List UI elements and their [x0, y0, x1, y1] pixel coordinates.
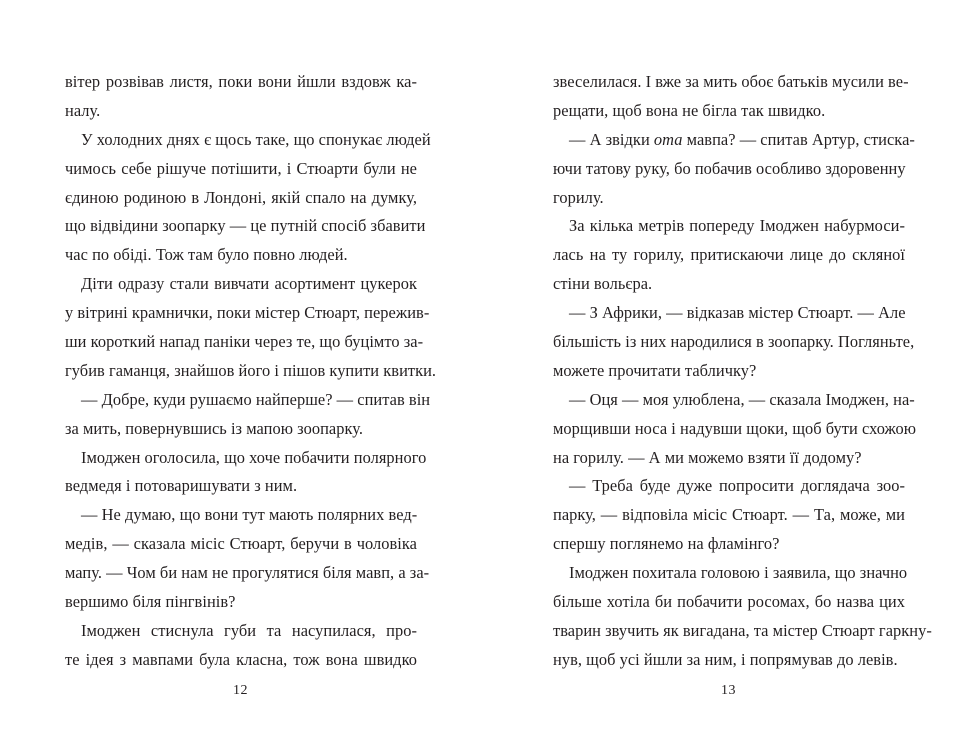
- text-line: нув, щоб усі йшли за ним, і попрямував до левів.: [553, 649, 898, 669]
- text-line: медів, — сказала місіс Стюарт, беручи в чоловіка: [65, 534, 417, 554]
- text-line: вітер розвівав листя, поки вони йшли вздовж ка-: [65, 72, 417, 91]
- text-line: на горилу. — А ми можемо взяти її додому?: [553, 447, 862, 467]
- text-line: — Не думаю, що вони тут мають полярних вед-: [81, 505, 418, 525]
- text-line: більшість із них народилися в зоопарку. Погляньте,: [553, 332, 915, 352]
- text-line: за мить, повернувшись із мапою зоопарку.: [65, 418, 363, 438]
- text-line: Імоджен стиснула губи та насупилася, про-: [81, 620, 417, 640]
- text-line: губив гаманця, знайшов його і пішов купити квитки.: [65, 360, 437, 380]
- text-line: можете прочитати табличку?: [553, 360, 757, 380]
- text-line: За кілька метрів попереду Імоджен набурмоси-: [569, 216, 905, 236]
- text-line: більше хотіла би побачити росомах, бо назва цих: [553, 592, 905, 612]
- text-line: — Оця — моя улюблена, — сказала Імоджен, на-: [569, 389, 915, 409]
- text-line: морщивши носа і надувши щоки, щоб бути схожою: [553, 418, 917, 438]
- text-line: [553, 126, 915, 155]
- text-line: час по обіді. Тож там було повно людей.: [65, 245, 348, 265]
- left-page-text: [65, 68, 437, 675]
- text-line: рещати, щоб вона не бігла так швидко.: [553, 100, 826, 120]
- text-line: налу.: [65, 100, 101, 120]
- text-segment: — А звідки: [569, 129, 654, 149]
- text-line: тварин звучить як вигадана, та містер Стюарт гаркну-: [553, 620, 932, 640]
- page-number-left: 12: [233, 683, 248, 698]
- text-line: Імоджен оголосила, що хоче побачити полярного: [81, 447, 427, 467]
- text-line: — Добре, куди рушаємо найперше? — спитав він: [81, 389, 431, 409]
- text-line: ючи татову руку, бо побачив особливо здоровенну: [553, 158, 906, 178]
- text-line: — З Африки, — відказав містер Стюарт. — Але: [569, 303, 906, 323]
- text-line: Імоджен похитала головою і заявила, що значно: [569, 563, 908, 583]
- text-line: те ідея з мавпами була класна, тож вона швидко: [65, 649, 417, 669]
- text-line: що відвідини зоопарку — це путній спосіб збавити: [65, 216, 426, 236]
- text-line: мапу. — Чом би нам не прогулятися біля мавп, а за-: [65, 563, 430, 583]
- text-line: — Треба буде дуже попросити доглядача зоо-: [569, 476, 905, 496]
- text-line: стіни вольєра.: [553, 274, 653, 294]
- text-line: спершу поглянемо на фламінго?: [553, 534, 780, 554]
- right-page-text: [553, 68, 932, 675]
- text-segment: мавпа? — спитав Артур, стиска-: [682, 129, 915, 149]
- text-line: ведмедя і потоваришувати з ним.: [65, 476, 298, 496]
- text-line: звеселилася. І вже за мить обоє батьків мусили ве-: [553, 72, 909, 91]
- italic-word: ота: [653, 129, 683, 149]
- text-line: Діти одразу стали вивчати асортимент цукерок: [81, 274, 417, 294]
- text-line: лась на ту горилу, притискаючи лице до скляної: [553, 245, 905, 265]
- text-line: чимось себе рішуче потішити, і Стюарти були не: [65, 158, 417, 178]
- text-line: вершимо біля пінгвінів?: [65, 592, 236, 612]
- text-line: горилу.: [553, 187, 604, 207]
- text-line: єдиною родиною в Лондоні, якій спало на думку,: [65, 187, 417, 207]
- text-line: у вітрині крамнички, поки містер Стюарт, пережив-: [65, 303, 430, 323]
- page-number-right: 13: [721, 683, 736, 698]
- text-line: ши короткий напад паніки через те, що буцімто за-: [65, 332, 424, 352]
- text-line: парку, — відповіла місіс Стюарт. — Та, може, ми: [553, 505, 905, 525]
- text-line: У холодних днях є щось таке, що спонукає людей: [81, 129, 431, 149]
